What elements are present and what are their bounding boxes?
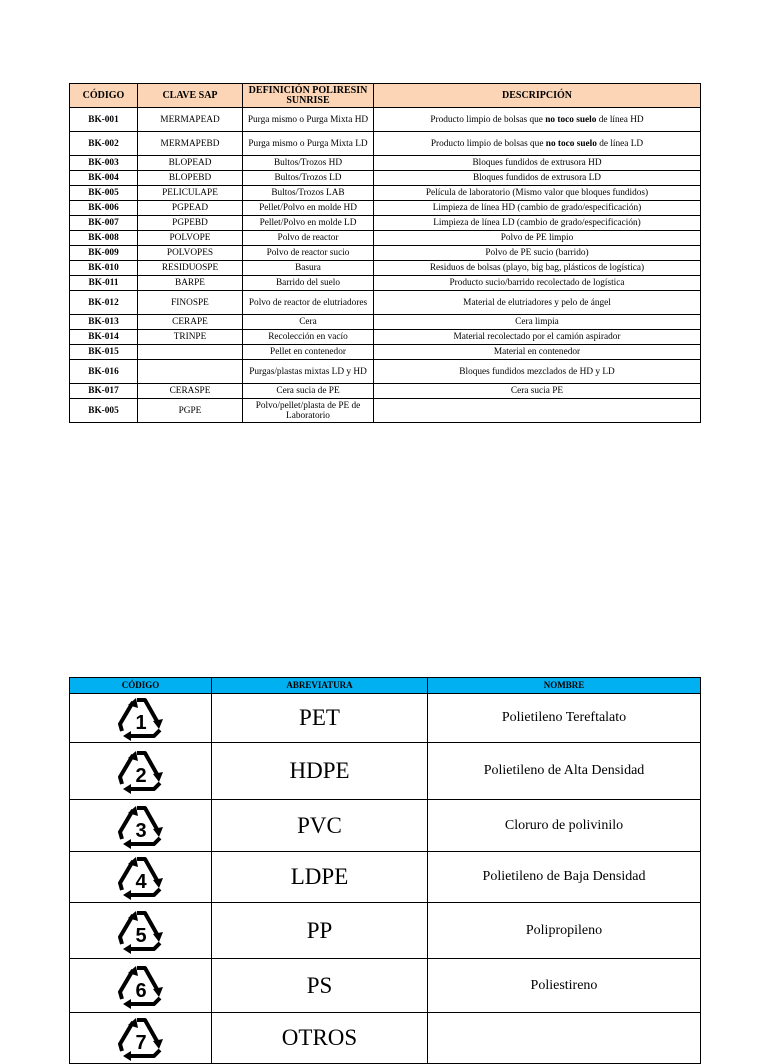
codigo-cell: BK-004	[70, 171, 138, 186]
recycle-triangle-icon	[113, 747, 169, 795]
definicion-cell: Purga mismo o Purga Mixta LD	[243, 132, 374, 156]
resin-code-cell	[70, 903, 212, 959]
clave-sap-cell: PGPE	[138, 399, 243, 423]
table-row	[70, 1013, 701, 1064]
resin-code-cell	[70, 743, 212, 800]
table-row	[70, 330, 701, 345]
header-clave-sap: CLAVE SAP	[138, 84, 243, 108]
descripcion-cell: Cera limpia	[374, 315, 701, 330]
name-cell: Cloruro de polivinilo	[428, 800, 701, 852]
table-header-row	[70, 84, 701, 108]
definicion-cell: Polvo de reactor	[243, 231, 374, 246]
clave-sap-cell: PGPEBD	[138, 216, 243, 231]
descripcion-cell: Polvo de PE limpio	[374, 231, 701, 246]
resin-number: 2	[134, 765, 147, 787]
clave-sap-cell: BLOPEAD	[138, 156, 243, 171]
descripcion-cell: Bloques fundidos de extrusora HD	[374, 156, 701, 171]
codigo-cell: BK-003	[70, 156, 138, 171]
resin-code-cell	[70, 852, 212, 903]
clave-sap-cell: FINOSPE	[138, 291, 243, 315]
clave-sap-cell: RESIDUOSPE	[138, 261, 243, 276]
codigo-cell: BK-006	[70, 201, 138, 216]
codigo-cell: BK-001	[70, 108, 138, 132]
descripcion-cell: Polvo de PE sucio (barrido)	[374, 246, 701, 261]
clave-sap-cell: CERAPE	[138, 315, 243, 330]
abbreviation-cell: PS	[212, 959, 428, 1013]
resin-number: 1	[134, 712, 147, 734]
definicion-cell: Pellet/Polvo en molde HD	[243, 201, 374, 216]
descripcion-text-part: no toco suelo	[545, 138, 597, 149]
descripcion-cell: Bloques fundidos de extrusora LD	[374, 171, 701, 186]
descripcion-cell: Material recolectado por el camión aspirador	[374, 330, 701, 345]
definicion-cell: Recolección en vacío	[243, 330, 374, 345]
header-descripcion: DESCRIPCIÓN	[374, 84, 701, 108]
name-cell: Polietileno Tereftalato	[428, 694, 701, 743]
header-abreviatura: ABREVIATURA	[212, 678, 428, 694]
descripcion-cell	[374, 399, 701, 423]
descripcion-text-part: Producto limpio de bolsas que	[430, 114, 546, 125]
descripcion-cell: Residuos de bolsas (playo, big bag, plásticos de logística)	[374, 261, 701, 276]
table-row	[70, 743, 701, 800]
definicion-cell: Bultos/Trozos LD	[243, 171, 374, 186]
codigo-cell: BK-005	[70, 186, 138, 201]
descripcion-cell: Material en contenedor	[374, 345, 701, 360]
clave-sap-cell	[138, 345, 243, 360]
table-row	[70, 216, 701, 231]
resin-code-cell	[70, 1013, 212, 1064]
abbreviation-cell: OTROS	[212, 1013, 428, 1064]
recycle-triangle-icon	[113, 802, 169, 850]
definicion-cell: Purgas/plastas mixtas LD y HD	[243, 360, 374, 384]
descripcion-cell: Película de laboratorio (Mismo valor que bloques fundidos)	[374, 186, 701, 201]
resin-number: 5	[134, 924, 147, 947]
table-row	[70, 800, 701, 852]
descripcion-cell	[374, 108, 701, 132]
codigo-cell: BK-002	[70, 132, 138, 156]
definicion-cell: Cera sucia de PE	[243, 384, 374, 399]
definicion-cell: Pellet/Polvo en molde LD	[243, 216, 374, 231]
table-row	[70, 399, 701, 423]
definicion-cell: Bultos/Trozos HD	[243, 156, 374, 171]
table-row	[70, 171, 701, 186]
clave-sap-cell: PGPEAD	[138, 201, 243, 216]
descripcion-text-part: de línea HD	[596, 114, 644, 125]
definicion-cell: Basura	[243, 261, 374, 276]
name-cell: Polietileno de Baja Densidad	[428, 852, 701, 903]
resin-code-cell	[70, 959, 212, 1013]
descripcion-text-part: Producto limpio de bolsas que	[430, 138, 546, 149]
descripcion-cell	[374, 132, 701, 156]
codigo-cell: BK-016	[70, 360, 138, 384]
descripcion-cell: Material de elutriadores y pelo de ángel	[374, 291, 701, 315]
definicion-cell: Polvo de reactor sucio	[243, 246, 374, 261]
table-row	[70, 156, 701, 171]
abbreviation-cell: PET	[212, 694, 428, 743]
definicion-cell: Cera	[243, 315, 374, 330]
name-cell: Polietileno de Alta Densidad	[428, 743, 701, 800]
clave-sap-cell: POLVOPES	[138, 246, 243, 261]
table-row	[70, 231, 701, 246]
table-row	[70, 276, 701, 291]
table-row	[70, 201, 701, 216]
codigo-cell: BK-005	[70, 399, 138, 423]
descripcion-cell: Cera sucia PE	[374, 384, 701, 399]
table-row	[70, 360, 701, 384]
descripcion-cell: Producto sucio/barrido recolectado de logística	[374, 276, 701, 291]
codigo-cell: BK-009	[70, 246, 138, 261]
name-cell	[428, 1013, 701, 1064]
clave-sap-cell: MERMAPEBD	[138, 132, 243, 156]
abbreviation-cell: LDPE	[212, 852, 428, 903]
table-header-row	[70, 678, 701, 694]
codigo-cell: BK-015	[70, 345, 138, 360]
clave-sap-cell: PELICULAPE	[138, 186, 243, 201]
table-row	[70, 315, 701, 330]
header-nombre: NOMBRE	[428, 678, 701, 694]
resin-code-cell	[70, 694, 212, 743]
abbreviation-cell: PP	[212, 903, 428, 959]
table-row	[70, 186, 701, 201]
header-codigo: CÓDIGO	[70, 84, 138, 108]
table-row	[70, 384, 701, 399]
codigo-cell: BK-013	[70, 315, 138, 330]
table-row	[70, 959, 701, 1013]
resin-number: 4	[134, 871, 147, 893]
clave-sap-cell: POLVOPE	[138, 231, 243, 246]
header-definicion: DEFINICIÓN POLIRESIN SUNRISE	[243, 84, 374, 108]
descripcion-text-part: de línea LD	[596, 138, 644, 149]
clave-sap-cell: BLOPEBD	[138, 171, 243, 186]
resin-number: 3	[134, 819, 147, 842]
resin-codes-table	[69, 677, 701, 1064]
codigo-cell: BK-008	[70, 231, 138, 246]
codigo-cell: BK-017	[70, 384, 138, 399]
resin-number: 6	[134, 979, 147, 1002]
codigo-cell: BK-014	[70, 330, 138, 345]
table-row	[70, 903, 701, 959]
definicion-cell: Polvo de reactor de elutriadores	[243, 291, 374, 315]
definicion-cell: Purga mismo o Purga Mixta HD	[243, 108, 374, 132]
resin-number: 7	[134, 1032, 147, 1054]
abbreviation-cell: HDPE	[212, 743, 428, 800]
recycle-triangle-icon	[113, 853, 169, 901]
table-row	[70, 852, 701, 903]
table-row	[70, 261, 701, 276]
table-row	[70, 132, 701, 156]
table-row	[70, 108, 701, 132]
table-row	[70, 345, 701, 360]
codigo-cell: BK-012	[70, 291, 138, 315]
definicion-cell: Pellet en contenedor	[243, 345, 374, 360]
definicion-cell: Polvo/pellet/plasta de PE de Laboratorio	[243, 399, 374, 423]
clave-sap-cell: BARPE	[138, 276, 243, 291]
table-row	[70, 694, 701, 743]
abbreviation-cell: PVC	[212, 800, 428, 852]
header-codigo: CÓDIGO	[70, 678, 212, 694]
recycle-triangle-icon	[113, 1014, 169, 1062]
descripcion-cell: Limpieza de línea LD (cambio de grado/especificación)	[374, 216, 701, 231]
clave-sap-cell: TRINPE	[138, 330, 243, 345]
recycle-triangle-icon	[113, 907, 169, 955]
name-cell: Poliestireno	[428, 959, 701, 1013]
table-row	[70, 291, 701, 315]
definicion-cell: Barrido del suelo	[243, 276, 374, 291]
recycle-triangle-icon	[113, 694, 169, 742]
name-cell: Polipropileno	[428, 903, 701, 959]
definicion-cell: Bultos/Trozos LAB	[243, 186, 374, 201]
resin-code-cell	[70, 800, 212, 852]
resin-codes-body	[70, 694, 701, 1064]
clave-sap-cell: MERMAPEAD	[138, 108, 243, 132]
waste-codes-body	[70, 108, 701, 423]
table-row	[70, 246, 701, 261]
clave-sap-cell	[138, 360, 243, 384]
codigo-cell: BK-007	[70, 216, 138, 231]
codigo-cell: BK-011	[70, 276, 138, 291]
descripcion-text-part: no toco suelo	[545, 114, 597, 125]
codigo-cell: BK-010	[70, 261, 138, 276]
descripcion-cell: Bloques fundidos mezclados de HD y LD	[374, 360, 701, 384]
clave-sap-cell: CERASPE	[138, 384, 243, 399]
waste-codes-table	[69, 83, 701, 423]
recycle-triangle-icon	[113, 962, 169, 1010]
descripcion-cell: Limpieza de línea HD (cambio de grado/especificación)	[374, 201, 701, 216]
